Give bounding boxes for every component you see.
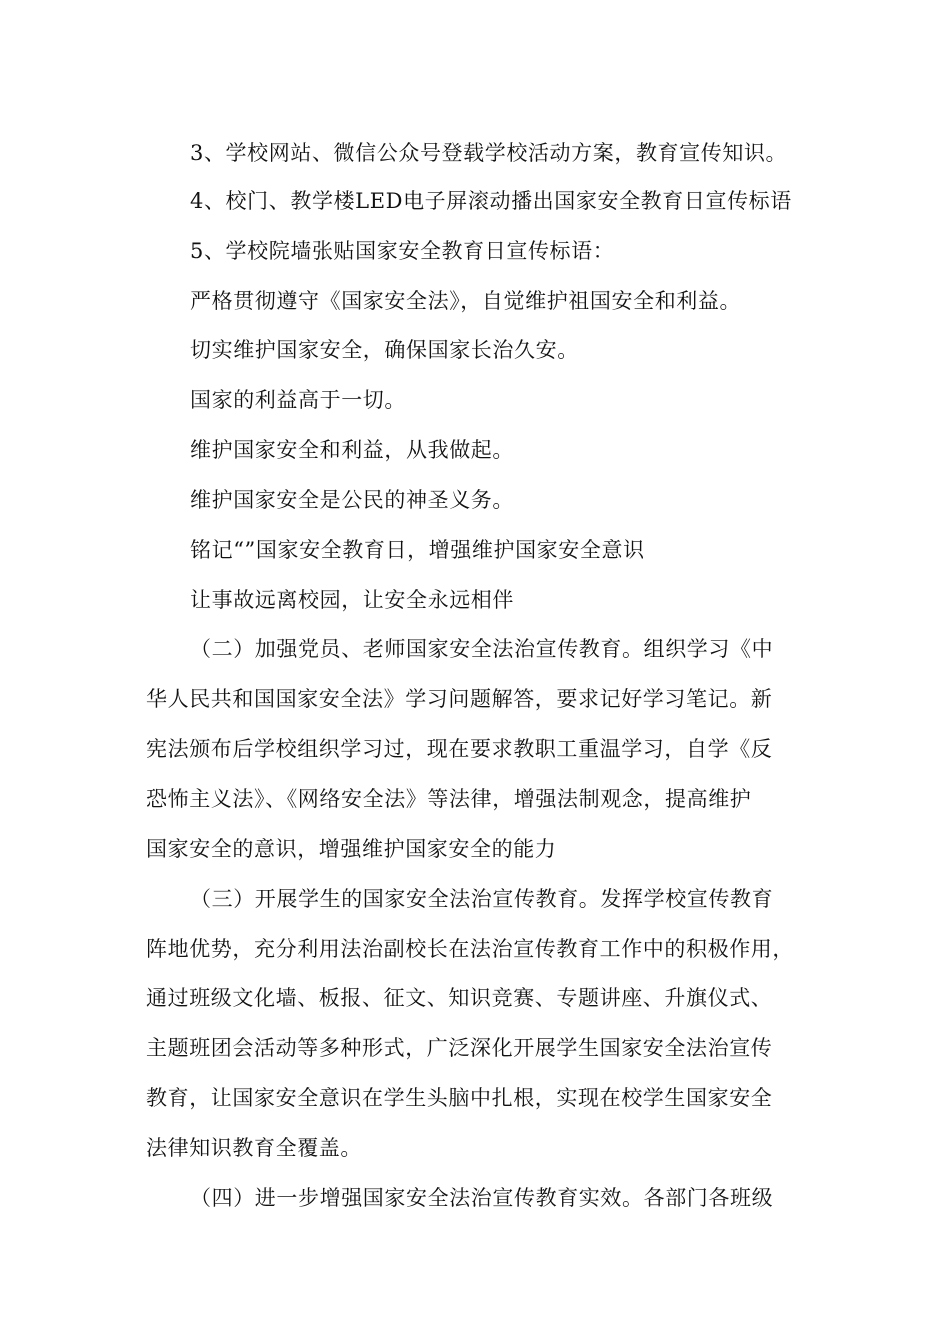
- list-item-4: 4、校门、教学楼LED电子屏滚动播出国家安全教育日宣传标语: [190, 189, 792, 213]
- section-3-line: 主题班团会活动等多种形式，广泛深化开展学生国家安全法治宣传: [146, 1036, 773, 1060]
- section-2-line: 华人民共和国国家安全法》学习问题解答，要求记好学习笔记。新: [146, 687, 773, 711]
- section-2-line: （二）加强党员、老师国家安全法治宣传教育。组织学习《中: [190, 637, 774, 661]
- slogan-line: 铭记“”国家安全教育日，增强维护国家安全意识: [190, 538, 645, 562]
- list-item-3: 3、学校网站、微信公众号登载学校活动方案，教育宣传知识。: [190, 141, 788, 165]
- section-3-line: 教育，让国家安全意识在学生头脑中扎根，实现在校学生国家安全: [146, 1086, 773, 1110]
- slogan-line: 国家的利益高于一切。: [190, 388, 406, 412]
- list-item-5: 5、学校院墙张贴国家安全教育日宣传标语：: [190, 239, 615, 263]
- slogan-line: 维护国家安全是公民的神圣义务。: [190, 488, 514, 512]
- slogan-line: 严格贯彻遵守《国家安全法》，自觉维护祖国安全和利益。: [190, 289, 742, 313]
- section-3-line: 法律知识教育全覆盖。: [146, 1136, 362, 1160]
- section-2-line: 恐怖主义法》、《网络安全法》等法律，增强法制观念，提高维护: [146, 787, 752, 811]
- slogan-line: 维护国家安全和利益，从我做起。: [190, 438, 514, 462]
- slogan-line: 让事故远离校园，让安全永远相伴: [190, 588, 514, 612]
- section-3-line: 阵地优势，充分利用法治副校长在法治宣传教育工作中的积极作用，: [146, 937, 794, 961]
- section-2-line: 国家安全的意识，增强维护国家安全的能力: [146, 837, 557, 861]
- section-4-line: （四）进一步增强国家安全法治宣传教育实效。各部门各班级: [190, 1186, 774, 1210]
- section-3-line: 通过班级文化墙、板报、征文、知识竞赛、专题讲座、升旗仪式、: [146, 986, 773, 1010]
- slogan-line: 切实维护国家安全，确保国家长治久安。: [190, 338, 579, 362]
- section-2-line: 宪法颁布后学校组织学习过，现在要求教职工重温学习，自学《反: [146, 737, 773, 761]
- section-3-line: （三）开展学生的国家安全法治宣传教育。发挥学校宣传教育: [190, 887, 774, 911]
